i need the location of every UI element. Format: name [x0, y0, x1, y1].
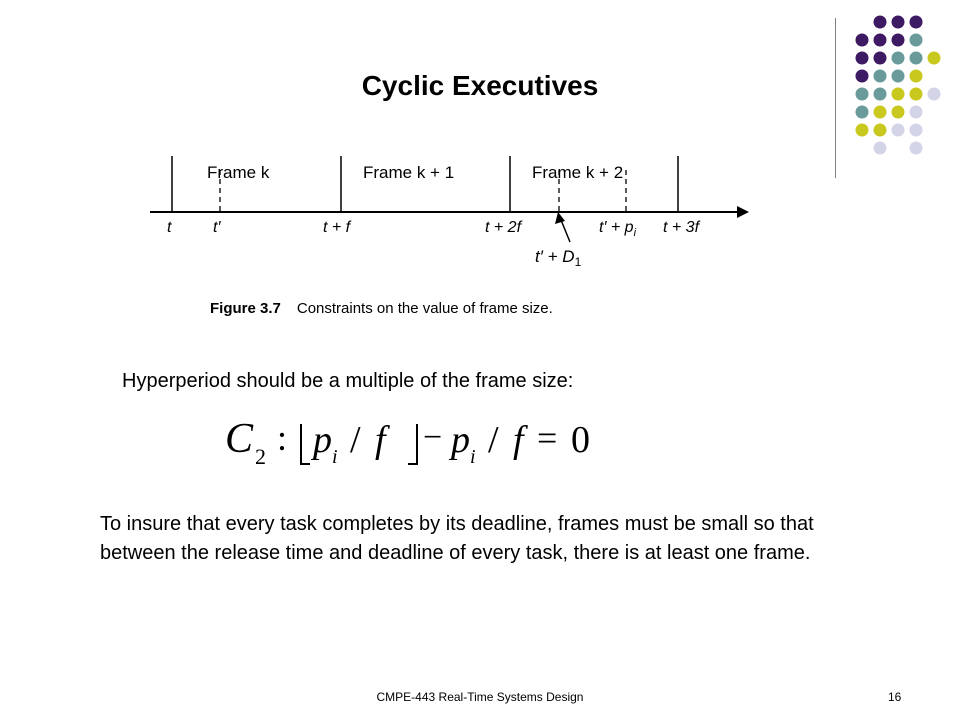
frame-label: Frame k	[207, 163, 270, 182]
decorative-dot	[874, 142, 887, 155]
tick-label: t + f	[323, 219, 351, 236]
hyperperiod-statement: Hyperperiod should be a multiple of the frame size:	[122, 370, 574, 392]
frame-label: Frame k + 2	[532, 163, 624, 182]
figure-caption-label: Figure 3.7	[210, 300, 281, 317]
decorative-dot	[874, 16, 887, 29]
formula-slash: /	[350, 419, 361, 461]
decorative-dot	[892, 124, 905, 137]
decorative-dot	[892, 34, 905, 47]
formula-zero: 0	[571, 419, 590, 461]
tick-label: t + 3f	[663, 219, 700, 236]
decorative-dot	[874, 52, 887, 65]
deadline-arrowhead	[555, 212, 565, 224]
formula-equals: =	[537, 418, 558, 458]
tick-label: t′	[213, 219, 221, 236]
decorative-dot	[910, 16, 923, 29]
page-number: 16	[888, 690, 902, 704]
decorative-dot	[874, 34, 887, 47]
decorative-dot	[892, 106, 905, 119]
decorative-dot	[928, 52, 941, 65]
decorative-dot	[910, 52, 923, 65]
formula-minus: −	[423, 419, 443, 456]
formula-symbol: f	[375, 419, 386, 461]
figure-caption	[210, 300, 553, 317]
decorative-dot	[856, 34, 869, 47]
decorative-dot	[910, 106, 923, 119]
decorative-dot	[892, 16, 905, 29]
frame-label: Frame k + 1	[363, 163, 455, 182]
formula-symbol: f	[513, 419, 524, 461]
tick-label	[599, 219, 637, 239]
frame-size-explanation: To insure that every task completes by its deadline, frames must be small so that between the release time and deadline of every task, there is at least one frame.	[100, 513, 814, 564]
decorative-dot	[892, 52, 905, 65]
formula-subscript: i	[470, 446, 476, 468]
deadline-label-subscript: 1	[574, 255, 582, 269]
deadline-label-main: t′ + D	[535, 247, 575, 266]
decorative-dot	[856, 124, 869, 137]
constraint-formula	[215, 410, 635, 480]
decorative-dot	[856, 52, 869, 65]
floor-bracket-left	[301, 424, 310, 464]
deadline-label	[535, 247, 582, 269]
slide-footer: CMPE-443 Real-Time Systems Design	[376, 690, 584, 704]
tick-label-subscript: i	[633, 227, 637, 239]
decorative-dot	[874, 106, 887, 119]
figure-caption-text: Constraints on the value of frame size.	[296, 300, 553, 317]
tick-label: t	[167, 219, 172, 236]
formula-subscript: 2	[255, 444, 266, 469]
frame-timeline-figure	[145, 150, 755, 275]
timeline-arrowhead	[737, 206, 749, 218]
decorative-dot	[874, 124, 887, 137]
decorative-dot	[856, 106, 869, 119]
tick-label: t + 2f	[485, 219, 522, 236]
floor-bracket-right	[408, 424, 417, 464]
decorative-dot	[910, 142, 923, 155]
slide-title: Cyclic Executives	[361, 70, 599, 101]
formula-subscript: i	[332, 446, 338, 468]
formula-slash: /	[488, 419, 499, 461]
formula-symbol: p	[451, 419, 470, 461]
formula-colon: :	[277, 418, 288, 458]
decorative-dot	[910, 34, 923, 47]
formula-symbol: C	[225, 416, 254, 462]
tick-label-main: t′ + p	[599, 219, 634, 236]
formula-symbol: p	[313, 419, 332, 461]
decorative-dot	[910, 124, 923, 137]
deadline-arrow-shaft	[561, 220, 570, 242]
